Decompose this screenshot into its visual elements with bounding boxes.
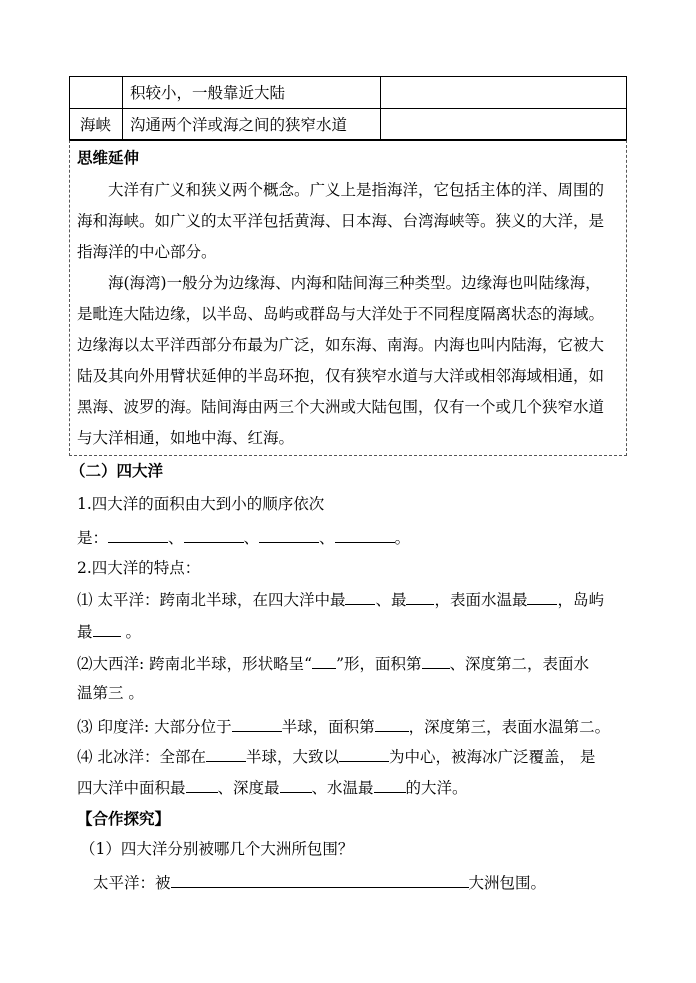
coop-title: 【合作探究】 xyxy=(77,809,171,828)
blank-field[interactable] xyxy=(527,588,557,605)
blank-field[interactable] xyxy=(339,745,389,762)
separator: 、 xyxy=(168,529,184,547)
blank-field[interactable] xyxy=(422,652,450,669)
coop-answer-line: 太平洋：被 大洲包围。 xyxy=(93,871,546,893)
atlantic-line-2: 温第三 。 xyxy=(77,684,144,702)
thinking-line: 陆及其向外用臂状延伸的半岛环抱，仅有狭窄水道与大洋或相邻海域相通，如 xyxy=(77,367,605,385)
section-title: （二）四大洋 xyxy=(70,461,164,480)
blank-field[interactable] xyxy=(375,715,409,732)
blank-field[interactable] xyxy=(93,620,121,637)
period: 。 xyxy=(394,529,411,547)
blank-field[interactable] xyxy=(259,526,319,543)
answer-prefix: 是： xyxy=(77,529,109,547)
blank-field[interactable] xyxy=(406,588,434,605)
blank-field[interactable] xyxy=(345,588,375,605)
blank-field[interactable] xyxy=(312,652,336,669)
table-cell-text: 沟通两个洋或海之间的狭窄水道 xyxy=(130,116,348,134)
question-text: 1.四大洋的面积由大到小的顺序依次 xyxy=(77,495,325,513)
thinking-line: 海和海峡。如广义的太平洋包括黄海、日本海、台湾海峡等。狭义的大洋，是 xyxy=(77,212,605,230)
thinking-line: 边缘海以太平洋西部分布最为广泛，如东海、南海。内海也叫内陆海，它被大 xyxy=(77,336,605,354)
thinking-line: 与大洋相通，如地中海、红海。 xyxy=(77,429,295,447)
indian-line: ⑶ 印度洋: 大部分位于 半球，面积第 ，深度第三，表面水温第二。 xyxy=(77,715,610,737)
blank-field[interactable] xyxy=(184,526,244,543)
blank-field[interactable] xyxy=(171,871,469,888)
thinking-line: 黑海、波罗的海。陆间海由两三个大洲或大陆包围，仅有一个或几个狭窄水道 xyxy=(77,398,605,416)
pacific-line-2: 最 。 xyxy=(77,620,141,642)
blank-field[interactable] xyxy=(280,776,312,793)
thinking-line: 是毗连大陆边缘，以半岛、岛屿或群岛与大洋处于不同程度隔离状态的海域。 xyxy=(77,305,605,323)
blank-field[interactable] xyxy=(108,526,168,543)
blank-field[interactable] xyxy=(374,776,406,793)
coop-question: （1）四大洋分别被哪几个大洲所包围？ xyxy=(80,840,354,858)
thinking-line: 大洋有广义和狭义两个概念。广义上是指海洋，它包括主体的洋、周围的 xyxy=(108,181,605,199)
subsection-title: 2.四大洋的特点： xyxy=(77,559,201,577)
thinking-line: 指海洋的中心部分。 xyxy=(77,243,217,261)
table-cell-text: 积较小，一般靠近大陆 xyxy=(130,84,286,102)
blank-field[interactable] xyxy=(232,715,282,732)
blank-field[interactable] xyxy=(186,776,218,793)
blank-field[interactable] xyxy=(206,745,246,762)
separator: 、 xyxy=(319,529,335,547)
thinking-line: 海(海湾)一般分为边缘海、内海和陆间海三种类型。边缘海也叫陆缘海， xyxy=(108,274,601,292)
atlantic-line: ⑵大西洋: 跨南北半球，形状略呈“ ”形，面积第 、深度第二，表面水 xyxy=(77,652,589,674)
arctic-line-2: 四大洋中面积最 、深度最 、水温最 的大洋。 xyxy=(77,776,468,798)
blank-field[interactable] xyxy=(335,526,395,543)
separator: 、 xyxy=(243,529,260,547)
table-row-divider xyxy=(70,108,626,109)
table-cell-term: 海峡 xyxy=(80,116,112,134)
pacific-line: ⑴ 太平洋：跨南北半球，在四大洋中最 、最 ，表面水温最 ，岛屿 xyxy=(77,588,604,610)
arctic-line: ⑷ 北冰洋：全部在 半球，大致以 为中心，被海冰广泛覆盖， 是 xyxy=(77,745,595,767)
answer-line xyxy=(77,526,410,548)
thinking-title: 思维延伸 xyxy=(77,148,140,167)
